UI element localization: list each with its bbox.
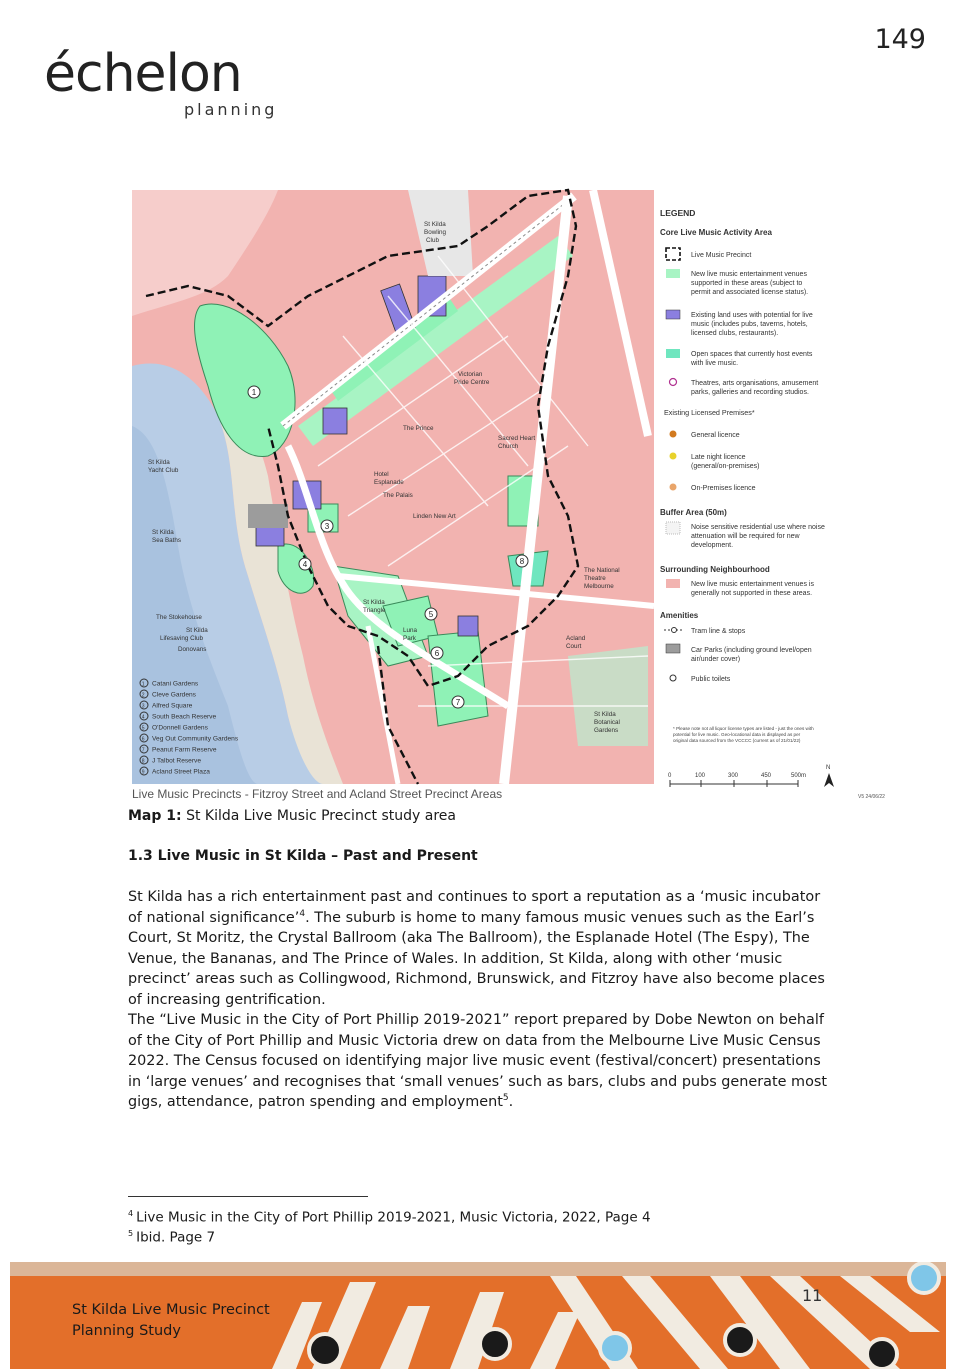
svg-text:On-Premises licence: On-Premises licence — [691, 485, 756, 492]
svg-text:(general/on-premises): (general/on-premises) — [691, 463, 760, 470]
echelon-logo — [44, 44, 304, 128]
svg-text:The Palais: The Palais — [383, 492, 413, 499]
label-prince: The Prince — [403, 425, 434, 432]
footnote-text: Live Music in the City of Port Phillip 2019-2021, Music Victoria, 2022, Page 4 — [136, 1209, 651, 1226]
svg-text:Late night licence: Late night licence — [691, 454, 746, 461]
svg-text:Linden New Art: Linden New Art — [413, 513, 456, 520]
paragraph-2-text-a: The “Live Music in the City of Port Phillip 2019-2021” report prepared by Dobe Newton on behalf of the City of Port Phillip and Music Victoria drew on data from the Melbourne Live Music Census 2022. The Census focused on identifying major live music event (festival/concert) presentations in ‘large venues’ and recognises that ‘small venues’ such as bars, clubs and pubs generate most gigs, attendance, patron spending and employment — [128, 1012, 828, 1111]
svg-text:Luna: Luna — [403, 627, 418, 634]
logo-sub: planning — [184, 100, 278, 119]
svg-text:Acland Street Plaza: Acland Street Plaza — [152, 768, 210, 776]
svg-text:St Kilda: St Kilda — [363, 599, 385, 606]
page-footer — [10, 1262, 946, 1369]
svg-text:5: 5 — [141, 725, 145, 732]
svg-text:8: 8 — [519, 557, 525, 566]
svg-text:Church: Church — [498, 443, 519, 450]
svg-text:Gardens: Gardens — [594, 727, 619, 734]
svg-text:South Beach Reserve: South Beach Reserve — [152, 713, 217, 721]
svg-text:original data sourced from the: original data sourced from the VCCCC (current as of 21/01/22) — [673, 738, 801, 743]
footer-page-number: 11 — [802, 1286, 823, 1305]
svg-text:450: 450 — [761, 773, 772, 779]
map-caption — [128, 808, 456, 824]
section-heading: 1.3 Live Music in St Kilda – Past and Present — [128, 848, 478, 864]
svg-text:development.: development. — [691, 542, 734, 549]
svg-text:Hotel: Hotel — [374, 471, 389, 478]
svg-text:Alfred Square: Alfred Square — [152, 702, 193, 710]
footnote-divider — [128, 1196, 368, 1197]
paragraph-1 — [128, 887, 828, 1011]
svg-text:attenuation will be required f: attenuation will be required for new — [691, 533, 800, 540]
svg-text:Lifesaving Club: Lifesaving Club — [160, 635, 204, 642]
svg-text:7: 7 — [141, 747, 145, 754]
svg-text:New live music entertainment v: New live music entertainment venues — [691, 271, 807, 278]
svg-text:Existing land uses with potent: Existing land uses with potential for live — [691, 312, 813, 319]
footnote-5 — [128, 1229, 215, 1246]
svg-text:* Please note not all liquor l: * Please note not all liquor license types are listed - just the ones with — [673, 726, 814, 731]
svg-text:supported in these areas (subj: supported in these areas (subject to — [691, 280, 803, 287]
svg-text:6: 6 — [141, 736, 145, 743]
svg-text:Acland: Acland — [566, 635, 586, 642]
footer-title-line2: Planning Study — [72, 1323, 181, 1339]
svg-text:1: 1 — [251, 388, 257, 397]
svg-text:Sacred Heart: Sacred Heart — [498, 435, 536, 442]
svg-text:N: N — [826, 765, 831, 771]
svg-text:music (includes pubs, taverns,: music (includes pubs, taverns, hotels, — [691, 321, 808, 328]
svg-text:with live music.: with live music. — [691, 360, 739, 367]
svg-text:Melbourne: Melbourne — [584, 583, 614, 590]
svg-text:Car Parks (including ground le: Car Parks (including ground level/open — [691, 647, 812, 654]
map-area — [132, 190, 654, 784]
svg-text:Esplanade: Esplanade — [374, 479, 404, 486]
svg-text:Bowling: Bowling — [424, 229, 447, 236]
svg-text:1: 1 — [141, 681, 145, 688]
svg-text:Victorian: Victorian — [458, 371, 483, 378]
svg-text:300: 300 — [728, 773, 739, 779]
logo-word: échelon — [44, 44, 242, 104]
svg-text:LEGEND: LEGEND — [660, 208, 696, 218]
svg-text:New live music entertainment v: New live music entertainment venues is — [691, 581, 814, 588]
svg-text:5: 5 — [428, 610, 434, 619]
svg-text:Triangle: Triangle — [363, 607, 386, 614]
svg-text:generally not supported in the: generally not supported in these areas. — [691, 590, 813, 597]
svg-text:licensed clubs, restaurants).: licensed clubs, restaurants). — [691, 330, 779, 337]
footer-title-line1: St Kilda Live Music Precinct — [72, 1302, 270, 1318]
svg-text:9: 9 — [141, 769, 145, 776]
svg-text:Tram line & stops: Tram line & stops — [691, 628, 746, 635]
caption-text: St Kilda Live Music Precinct study area — [186, 808, 456, 824]
svg-text:3: 3 — [324, 522, 330, 531]
footer-title — [72, 1300, 270, 1342]
svg-text:4: 4 — [302, 560, 308, 569]
footnote-num: 4 — [128, 1209, 134, 1218]
page-number: 149 — [874, 24, 926, 55]
map-title: Live Music Precincts - Fitzroy Street and Acland Street Precinct Areas — [132, 787, 503, 801]
svg-text:0: 0 — [668, 773, 672, 779]
svg-text:Club: Club — [426, 237, 439, 244]
svg-text:Theatre: Theatre — [584, 575, 606, 582]
svg-text:2: 2 — [141, 692, 145, 699]
svg-text:Core Live Music Activity Area: Core Live Music Activity Area — [660, 228, 772, 237]
svg-text:Buffer Area (50m): Buffer Area (50m) — [660, 508, 727, 517]
label-yacht: St Kilda — [148, 459, 170, 466]
svg-text:St Kilda: St Kilda — [594, 711, 616, 718]
svg-text:Catani Gardens: Catani Gardens — [152, 680, 199, 688]
svg-text:Sea Baths: Sea Baths — [152, 537, 182, 544]
svg-text:Existing Licensed Premises*: Existing Licensed Premises* — [664, 408, 755, 417]
svg-text:3: 3 — [141, 703, 145, 710]
paragraph-1-text-b: . The suburb is home to many famous music venues such as the Earl’s Court, St Moritz, the Crystal Ballroom (aka The Ballroom), the Esplanade Hotel (The Espy), The Venue, the Bananas, and The Prince of Wales. In addition, St Kilda, along with other ‘music precinct’ areas such as Collingwood, Richmond, Brunswick, and Fitzroy have also become places of increasing gentrification. — [128, 909, 825, 1008]
svg-text:6: 6 — [434, 649, 440, 658]
svg-text:Yacht Club: Yacht Club — [148, 467, 179, 474]
map-version: V5 24/06/22 — [858, 794, 885, 800]
precinct-map — [128, 186, 898, 806]
svg-text:Botanical: Botanical — [594, 719, 620, 726]
svg-text:4: 4 — [141, 714, 145, 721]
footnote-4 — [128, 1209, 651, 1226]
footnote-text: Ibid. Page 7 — [136, 1229, 216, 1246]
svg-text:8: 8 — [141, 758, 145, 765]
svg-text:permit and associated license: permit and associated license status). — [691, 289, 809, 296]
svg-text:Cleve Gardens: Cleve Gardens — [152, 691, 196, 699]
svg-text:Public toilets: Public toilets — [691, 676, 731, 683]
svg-text:General licence: General licence — [691, 432, 740, 439]
svg-text:Veg Out Community Gardens: Veg Out Community Gardens — [152, 735, 239, 743]
footnote-ref-4: 4 — [299, 908, 306, 919]
footnote-num: 5 — [128, 1229, 134, 1238]
svg-text:Theatres, arts organisations,: Theatres, arts organisations, amusement — [691, 380, 819, 387]
svg-text:St Kilda: St Kilda — [186, 627, 208, 634]
svg-text:parks, galleries and recording: parks, galleries and recording studios. — [691, 389, 809, 396]
svg-text:500m: 500m — [791, 773, 807, 779]
svg-text:7: 7 — [455, 698, 461, 707]
svg-text:J Talbot Reserve: J Talbot Reserve — [152, 757, 201, 765]
svg-text:Peanut Farm Reserve: Peanut Farm Reserve — [152, 746, 217, 754]
label-bowling: St Kilda — [424, 221, 446, 228]
svg-text:Pride Centre: Pride Centre — [454, 379, 490, 386]
svg-text:Live Music Precinct: Live Music Precinct — [691, 252, 752, 259]
label-baths: St Kilda — [152, 529, 174, 536]
svg-text:air/under cover): air/under cover) — [691, 656, 741, 663]
svg-text:Open spaces that currently hos: Open spaces that currently host events — [691, 351, 813, 358]
label-stokehouse: The Stokehouse — [156, 614, 202, 621]
label-donovans: Donovans — [178, 646, 207, 653]
svg-text:potential for live music. Geo-: potential for live music. Geo-locational data is displayed as per — [673, 732, 801, 737]
svg-text:100: 100 — [695, 773, 706, 779]
paragraph-1-text-a: St Kilda has a rich entertainment past and continues to sport a reputation as a ‘music incubator of national significance’ — [128, 889, 821, 926]
svg-text:Park: Park — [403, 635, 416, 642]
footnote-ref-5: 5 — [502, 1093, 509, 1104]
svg-text:O'Donnell Gardens: O'Donnell Gardens — [152, 724, 208, 732]
paragraph-2-text-b: . — [508, 1094, 514, 1111]
svg-text:Amenities: Amenities — [660, 611, 699, 620]
svg-text:Court: Court — [566, 643, 582, 650]
svg-text:Noise sensitive residential us: Noise sensitive residential use where noise — [691, 524, 825, 531]
caption-label: Map 1: — [128, 808, 182, 824]
paragraph-2 — [128, 1010, 828, 1113]
svg-text:Surrounding Neighbourhood: Surrounding Neighbourhood — [660, 565, 770, 574]
svg-text:The National: The National — [584, 567, 620, 574]
